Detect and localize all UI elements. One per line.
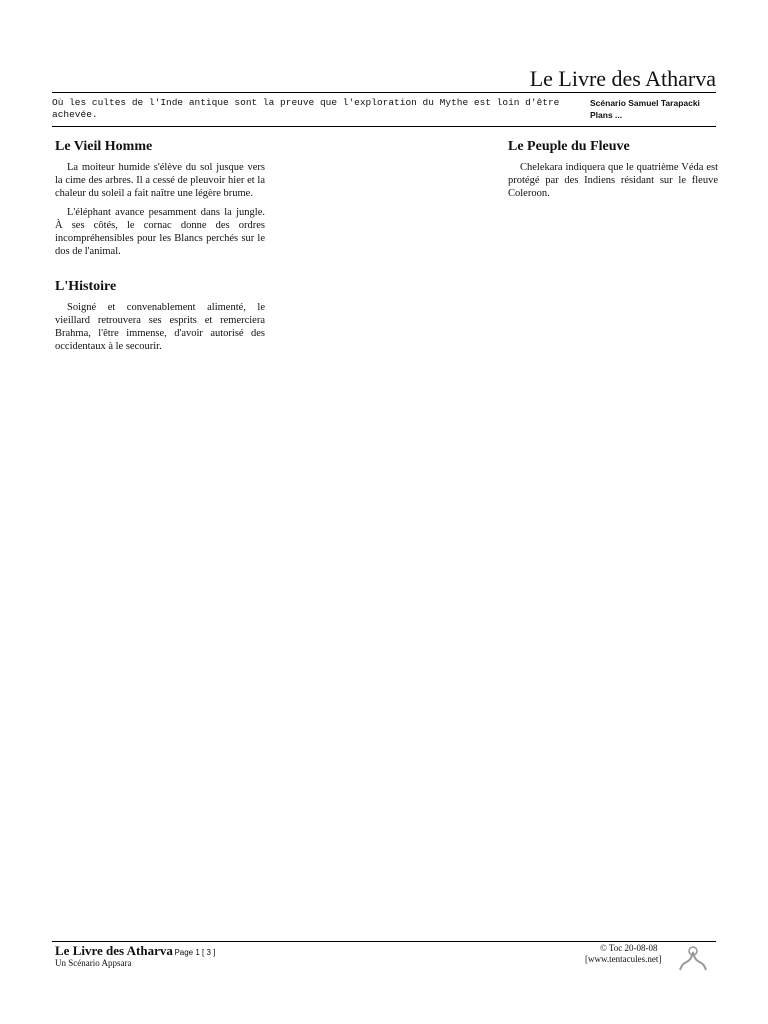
credits: Scénario Samuel Tarapacki Plans ...: [590, 98, 700, 120]
section-heading-histoire: L'Histoire: [55, 279, 117, 294]
section-heading-peuple-du-fleuve: Le Peuple du Fleuve: [508, 139, 630, 154]
body-paragraph: Soigné et convenablement alimenté, le vieillard retrouvera ses esprits et remerciera Brahma, l'être immense, d'avoir autorisé des occidentaux à le secourir.: [55, 302, 265, 352]
page-number: . Page 1 [ 3 ]: [170, 948, 216, 957]
body-paragraph: La moiteur humide s'élève du sol jusque vers la cime des arbres. Il a cessé de pleuvoir hier et la chaleur du soleil a fait naître une légère brume.: [55, 162, 265, 199]
footer-rule: [52, 941, 716, 942]
column-1: [55, 140, 265, 359]
column-3: [508, 140, 718, 206]
footer-title: Le Livre des Atharva: [55, 943, 173, 958]
epigraph: Où les cultes de l'Inde antique sont la preuve que l'exploration du Mythe est loin d'être achevée.: [52, 97, 560, 120]
subheader-rule: [52, 126, 716, 127]
website-url: [www.tentacules.net]: [585, 954, 662, 964]
footer-subtitle: Un Scénario Appsara: [55, 958, 132, 968]
copyright: © Toc 20-08-08: [600, 943, 658, 953]
body-paragraph: L'éléphant avance pesamment dans la jungle. À ses côtés, le cornac donne des ordres incompréhensibles pour les Blancs perchés sur le dos de l'animal.: [55, 207, 265, 257]
running-title: Le Livre des Atharva: [529, 66, 716, 91]
header-rule: [52, 92, 716, 93]
section-heading-vieil-homme: Le Vieil Homme: [55, 139, 153, 154]
body-paragraph: Chelekara indiquera que le quatrième Véda est protégé par des Indiens résidant sur le fleuve Coleroon.: [508, 162, 718, 199]
tentacle-logo-icon: [676, 944, 710, 974]
